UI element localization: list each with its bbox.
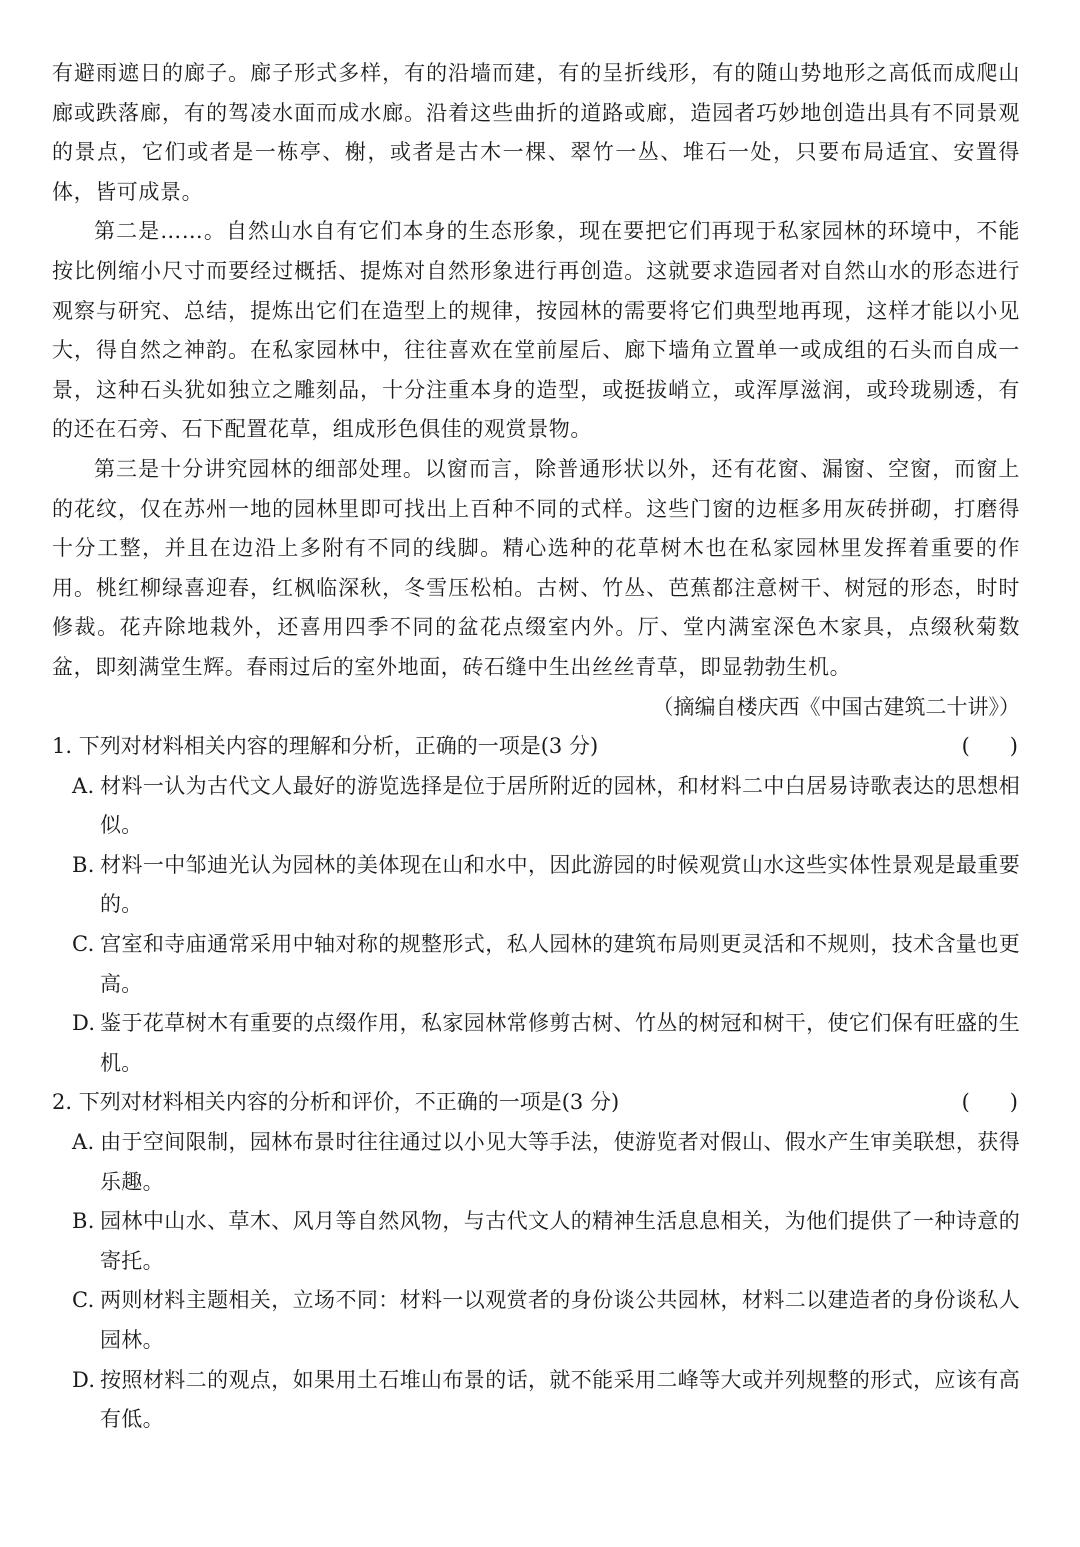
- question-1-answer-bracket[interactable]: ( ): [961, 734, 1018, 759]
- option-letter: B.: [72, 1209, 95, 1234]
- question-1-option-c[interactable]: [52, 925, 1020, 1004]
- question-2-option-b[interactable]: [52, 1202, 1020, 1281]
- question-2-stem-row: [52, 1083, 1020, 1123]
- question-2-stem: 2. 下列对材料相关内容的分析和评价，不正确的一项是(3 分): [52, 1090, 620, 1115]
- question-2: [52, 1083, 1020, 1439]
- option-text: 由于空间限制，园林布景时往往通过以小见大等手法，使游览者对假山、假水产生审美联想，获得乐趣。: [100, 1130, 1020, 1194]
- exam-page: [52, 54, 1020, 1440]
- option-letter: C.: [72, 932, 95, 957]
- question-2-option-c[interactable]: [52, 1281, 1020, 1360]
- option-text: 两则材料主题相关，立场不同：材料一以观赏者的身份谈公共园林，材料二以建造者的身份谈私人园林。: [100, 1288, 1020, 1352]
- question-1-stem: 1. 下列对材料相关内容的理解和分析，正确的一项是(3 分): [52, 734, 599, 759]
- question-1: [52, 727, 1020, 1083]
- option-text: 鉴于花草树木有重要的点缀作用，私家园林常修剪古树、竹丛的树冠和树干，使它们保有旺盛的生机。: [100, 1011, 1020, 1075]
- question-2-option-a[interactable]: [52, 1123, 1020, 1202]
- question-1-option-d[interactable]: [52, 1004, 1020, 1083]
- passage-paragraph-2: 第二是……。自然山水自有它们本身的生态形象，现在要把它们再现于私家园林的环境中，不能按比例缩小尺寸而要经过概括、提炼对自然形象进行再创造。这就要求造园者对自然山水的形态进行观察与研究、总结，提炼出它们在造型上的规律，按园林的需要将它们典型地再现，这样才能以小见大，得自然之神韵。在私家园林中，往往喜欢在堂前屋后、廊下墙角立置单一或成组的石头而自成一景，这种石头犹如独立之雕刻品，十分注重本身的造型，或挺拔峭立，或浑厚滋润，或玲珑剔透，有的还在石旁、石下配置花草，组成形色俱佳的观赏景物。: [52, 219, 1020, 442]
- question-1-option-a[interactable]: [52, 767, 1020, 846]
- option-letter: A.: [72, 773, 95, 798]
- option-text: 园林中山水、草木、风月等自然风物，与古代文人的精神生活息息相关，为他们提供了一种诗意的寄托。: [100, 1209, 1020, 1273]
- passage-paragraph-3: 第三是十分讲究园林的细部处理。以窗而言，除普通形状以外，还有花窗、漏窗、空窗，而窗上的花纹，仅在苏州一地的园林里即可找出上百种不同的式样。这些门窗的边框多用灰砖拼砌，打磨得十分工整，并且在边沿上多附有不同的线脚。精心选种的花草树木也在私家园林里发挥着重要的作用。桃红柳绿喜迎春，红枫临深秋，冬雪压松柏。古树、竹丛、芭蕉都注意树干、树冠的形态，时时修裁。花卉除地栽外，还喜用四季不同的盆花点缀室内外。厅、堂内满室深色木家具，点缀秋菊数盆，即刻满堂生辉。春雨过后的室外地面，砖石缝中生出丝丝青草，即显勃勃生机。: [52, 456, 1020, 679]
- option-text: 材料一认为古代文人最好的游览选择是位于居所附近的园林，和材料二中白居易诗歌表达的思想相似。: [100, 773, 1020, 838]
- question-2-option-d[interactable]: [52, 1361, 1020, 1440]
- passage-source: （摘编自楼庆西《中国古建筑二十讲》）: [652, 694, 1020, 719]
- option-text: 按照材料二的观点，如果用土石堆山布景的话，就不能采用二峰等大或并列规整的形式，应该有高有低。: [100, 1367, 1020, 1432]
- option-text: 宫室和寺庙通常采用中轴对称的规整形式，私人园林的建筑布局则更灵活和不规则，技术含量也更高。: [100, 932, 1020, 996]
- question-1-stem-row: [52, 727, 1020, 767]
- option-letter: D.: [72, 1367, 96, 1392]
- question-2-answer-bracket[interactable]: ( ): [961, 1090, 1018, 1115]
- option-letter: A.: [72, 1130, 95, 1155]
- option-letter: B.: [72, 852, 95, 877]
- option-letter: D.: [72, 1011, 96, 1036]
- option-text: 材料一中邹迪光认为园林的美体现在山和水中，因此游园的时候观赏山水这些实体性景观是最重要的。: [100, 852, 1020, 917]
- question-1-option-b[interactable]: [52, 846, 1020, 925]
- option-letter: C.: [72, 1288, 95, 1313]
- passage-paragraph-1: 有避雨遮日的廊子。廊子形式多样，有的沿墙而建，有的呈折线形，有的随山势地形之高低而成爬山廊或跌落廊，有的驾凌水面而成水廊。沿着这些曲折的道路或廊，造园者巧妙地创造出具有不同景观的景点，它们或者是一栋亭、榭，或者是古木一棵、翠竹一丛、堆石一处，只要布局适宜、安置得体，皆可成景。: [52, 61, 1020, 204]
